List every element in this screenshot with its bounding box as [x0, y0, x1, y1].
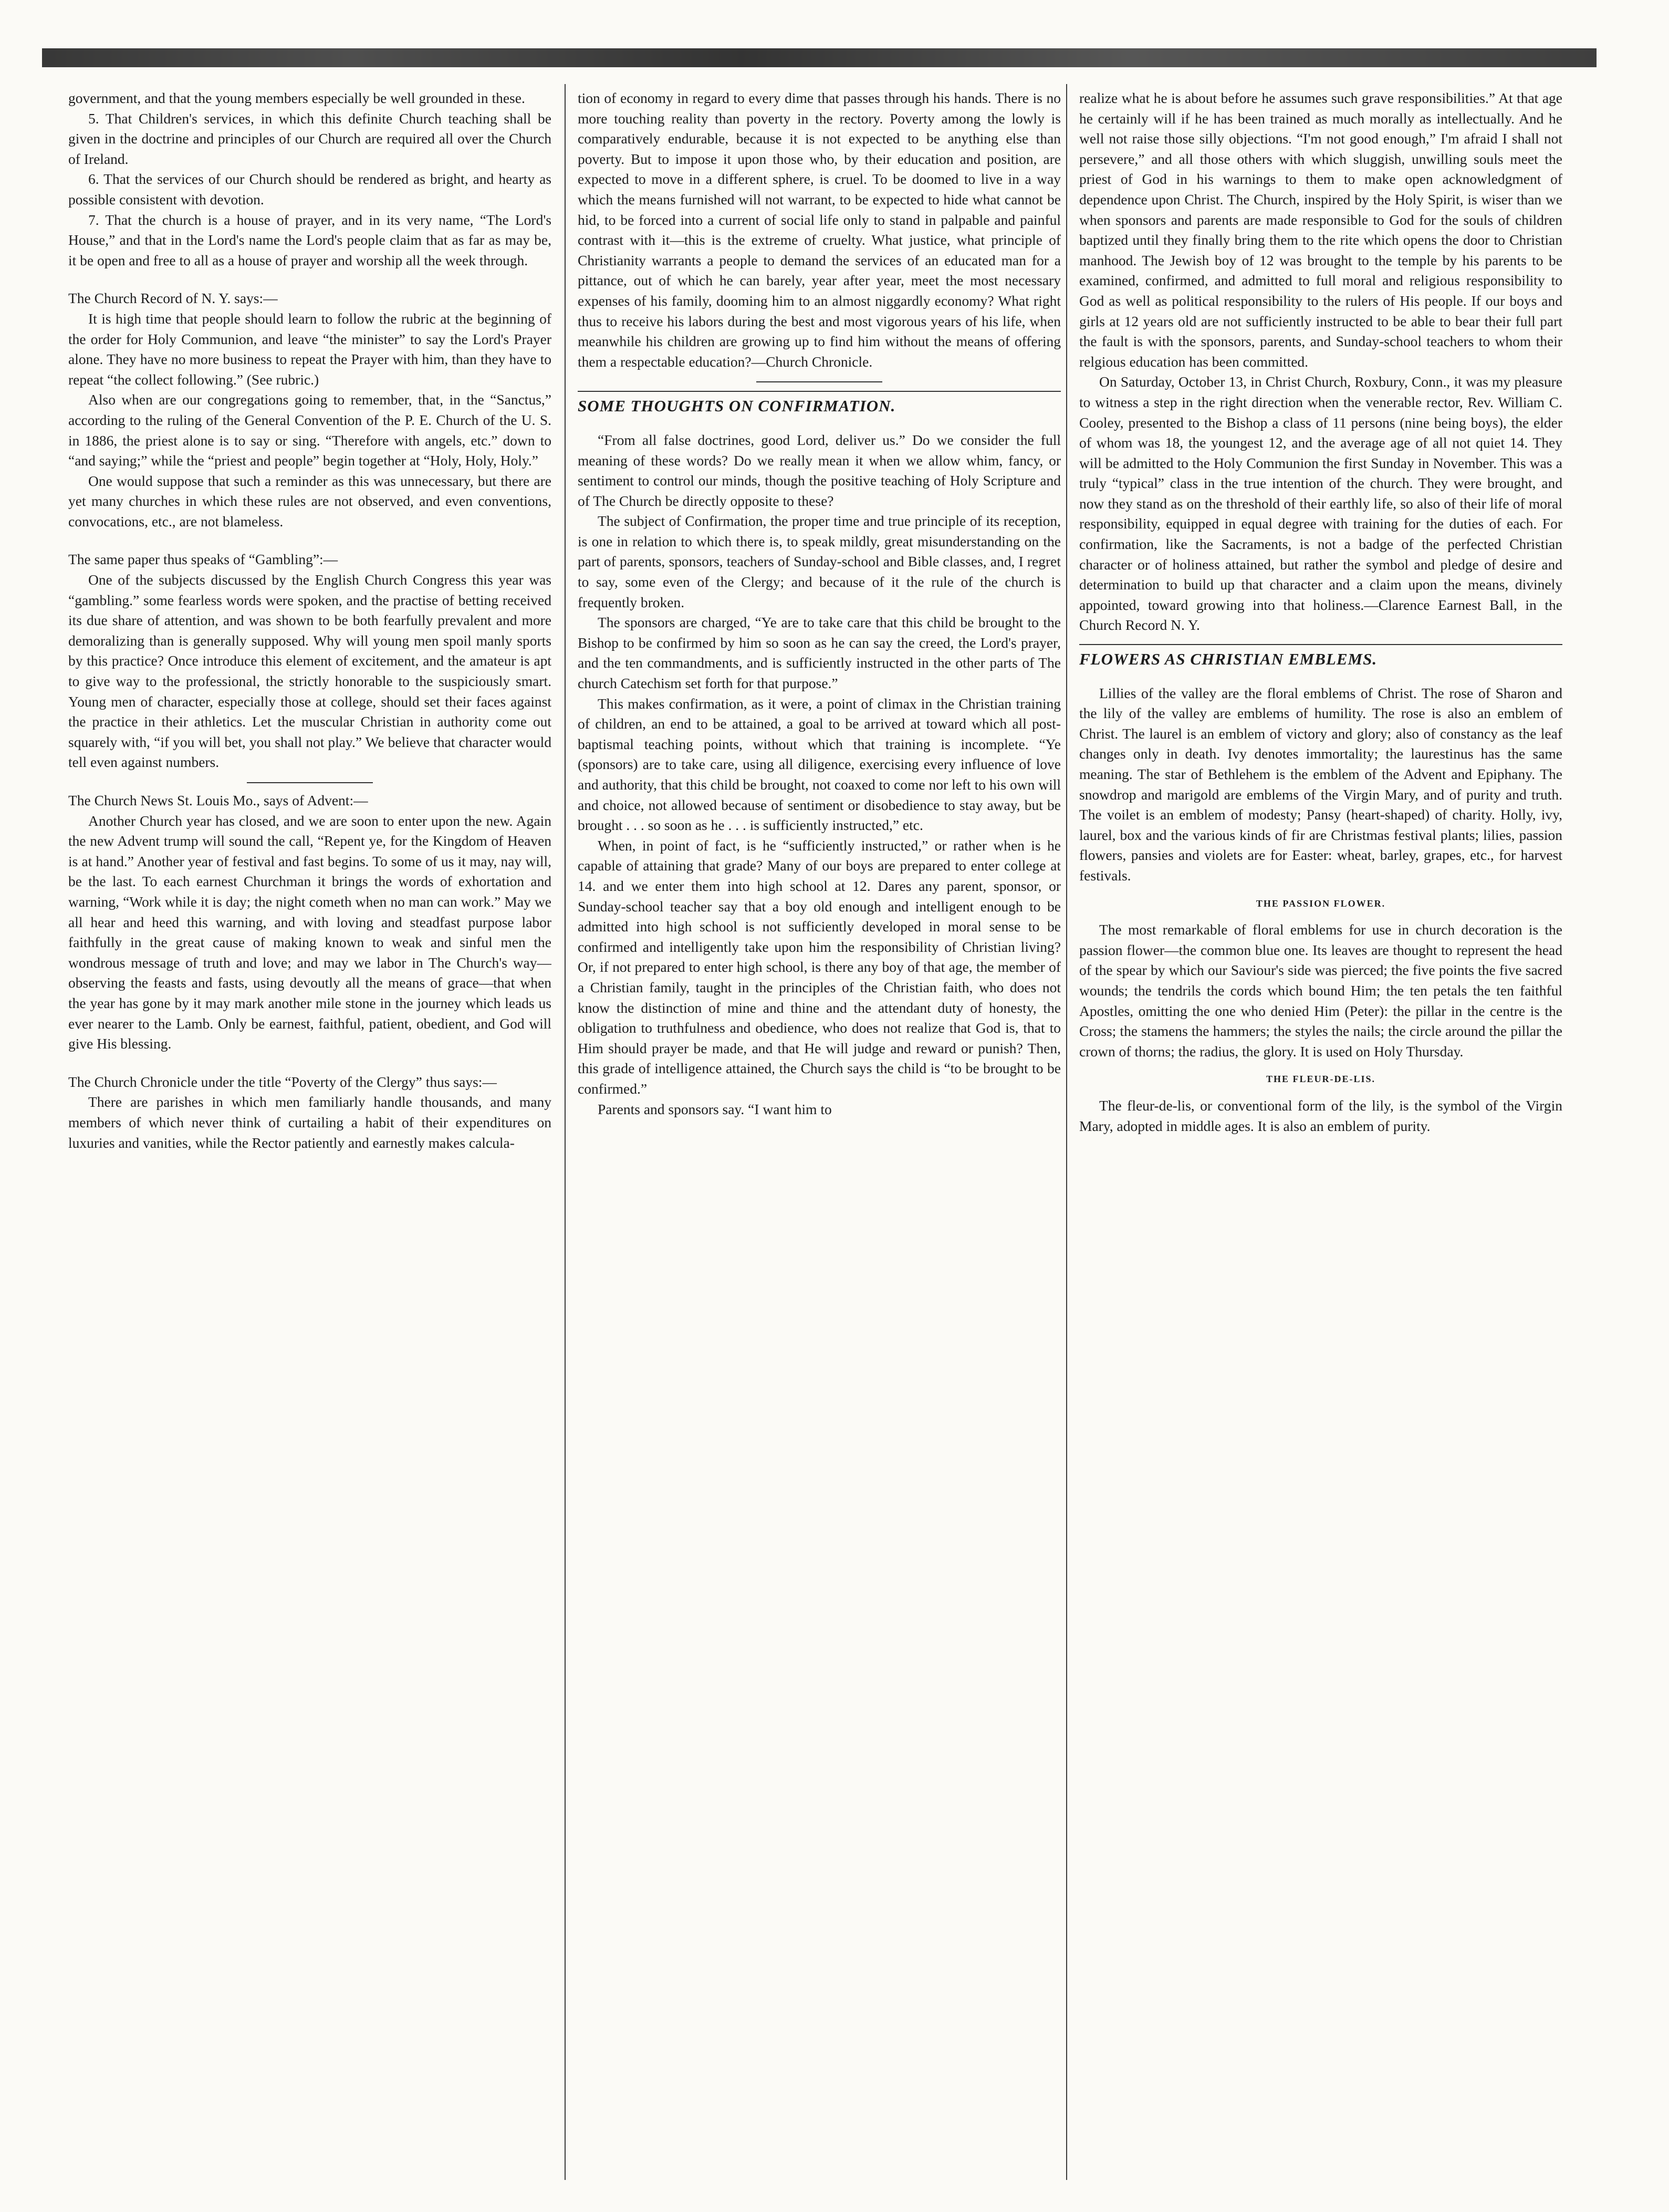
- paragraph: When, in point of fact, is he “sufficiently instructed,” or rather when is he capable of attaining that grade? Many of our boys are prepared to enter college at 14. and we enter them into high school at 12. Dares any parent, sponsor, or Sunday-school teacher say that a boy old enough and intelligent enough to be admitted into high school is not sufficiently developed in moral sense to be confirmed and intelligently take upon him the responsibility of Christian living? Or, if not prepared to enter high school, is there any boy of that age, the member of a Christian family, taught in the principles of the Christian faith, who does not know the distinction of mine and thine and the attendant duty of honesty, the obligation to truthfulness and obedience, who does not realize that God is, that to Him should prayer be made, and that He will judge and reward or punish? Then, this grade of intelligence attained, the Church says the child is “to be brought to be confirmed.”: [578, 837, 1061, 1097]
- paragraph: Lillies of the valley are the floral emblems of Christ. The rose of Sharon and the lily of the valley are emblems of humility. The rose is also an emblem of Christ. The laurel is an emblem of victory and glory; also of constancy as the leaf changes only in death. Ivy denotes immortality; the laurestinus has the same meaning. The star of Bethlehem is the emblem of the Advent and Epiphany. The snowdrop and marigold are emblems of the Virgin Mary, and of purity and truth. The voilet is an emblem of modesty; Pansy (heart-shaped) of charity. Holly, ivy, laurel, box and the various kinds of fir are Christmas festival plants; lilies, passion flowers, pansies and violets are for Easter: wheat, barley, grapes, etc., for harvest festivals.: [1079, 684, 1562, 884]
- paragraph: The sponsors are charged, “Ye are to take care that this child be brought to the Bishop to be confirmed by him so soon as he can say the creed, the Lord's prayer, and the ten commandments, and is sufficiently instructed in the other parts of The church Catechism set forth for that purpose.”: [578, 614, 1061, 692]
- column-rule-1: [565, 84, 566, 2180]
- paragraph: “From all false doctrines, good Lord, deliver us.” Do we consider the full meaning of these words? Do we really mean it when we allow whim, fancy, or sentiment to control our minds, though the positive teaching of Holy Scripture and of The Church be directly opposite to these?: [578, 431, 1061, 509]
- subheading-fleur-de-lis: THE FLEUR-DE-LIS.: [1266, 1074, 1376, 1085]
- paragraph: The fleur-de-lis, or conventional form of the lily, is the symbol of the Virgin Mary, adopted in middle ages. It is also an emblem of purity.: [1079, 1097, 1562, 1134]
- column-2: [578, 88, 1061, 2184]
- paragraph: There are parishes in which men familiarly handle thousands, and many members of which never think of curtailing a habit of their expenditures on luxuries and vanities, while the Rector patiently and earnestly makes calcula-: [68, 1094, 551, 1151]
- article-heading-confirmation: SOME THOUGHTS ON CONFIRMATION.: [578, 391, 1061, 421]
- paragraph: 7. That the church is a house of prayer, and in its very name, “The Lord's House,” and that in the Lord's name the Lord's people claim that as far as may be, it be open and free to all as a house of prayer and worship all the week through.: [68, 211, 551, 268]
- paragraph: Another Church year has closed, and we are soon to enter upon the new. Again the new Advent trump will sound the call, “Repent ye, for the Kingdom of Heaven is at hand.” Another year of festival and fast begins. To some of us it may, nay will, be the last. To each earnest Churchman it brings the words of exhortation and warning, “Work while it is day; the night cometh when no man can work.” May we all hear and heed this warning, and with loving and steadfast purpose labor faithfully in the great cause of making known to weak and sinful men the wondrous message of truth and love; and may we labor in The Church's way—observing the feasts and fasts, using devoutly all the means of grace—that when the year has gone by it may mark another mile stone in the journey which leads us ever nearer to the Lamb. Only be earnest, faithful, patient, obedient, and God will give His blessing.: [68, 812, 551, 1052]
- masthead-band: [42, 48, 1597, 67]
- column-3: [1079, 88, 1562, 2184]
- paragraph: tion of economy in regard to every dime that passes through his hands. There is no more touching reality than poverty in the rectory. Poverty among the lowly is comparatively endurable, because it is not expected to be anything else than poverty. But to impose it upon those who, by their education and position, are expected to move in a different sphere, is cruel. To be doomed to live in a way which the means furnished will not warrant, to be expected to hide what cannot be hid, to be forced into a current of social life only to stand in palpable and painful contrast with it—this is the extreme of cruelty. What justice, what principle of Christianity warrants a people to demand the services of an educated man for a pittance, out of which he can barely, year after year, meet the most necessary expenses of his family, dooming him to an almost niggardly economy? What right thus to receive his labors during the best and most vigorous years of his life, when meanwhile his children are growing up to find him without the means of offering them a respectable education?—Church Chronicle.: [578, 90, 1061, 370]
- paragraph: One would suppose that such a reminder as this was unnecessary, but there are yet many churches in which these rules are not observed, and even conventions, convocations, etc., are not blameless.: [68, 472, 551, 529]
- paragraph: Also when are our congregations going to remember, that, in the “Sanctus,” according to the ruling of the General Convention of the P. E. Church of the U. S. in 1886, the priest alone is to say or sing. “Therefore with angels, etc.” down to “and saying;” while the “priest and people” begin together at “Holy, Holy, Holy.”: [68, 391, 551, 469]
- column-1: [68, 88, 551, 2184]
- paragraph-intro: The same paper thus speaks of “Gambling”:—: [68, 551, 338, 568]
- paragraph-intro: The Church News St. Louis Mo., says of Advent:—: [68, 792, 368, 808]
- subheading-passion-flower: THE PASSION FLOWER.: [1256, 898, 1386, 909]
- paragraph-intro: The Church Chronicle under the title “Poverty of the Clergy” thus says:—: [68, 1073, 497, 1090]
- paragraph: The most remarkable of floral emblems for use in church decoration is the passion flower—the common blue one. Its leaves are thought to represent the head of the spear by which our Saviour's side was pierced; the five points the five sacred wounds; the tendrils the cords which bound Him; the ten petals the ten faithful Apostles, omitting the one who denied Him (Peter): the pillar in the centre is the Cross; the stamens the hammers; the styles the nails; the circle around the pillar the crown of thorns; the radius, the glory. It is used on Holy Thursday.: [1079, 921, 1562, 1060]
- paragraph-intro: The Church Record of N. Y. says:—: [68, 290, 278, 307]
- divider: [756, 381, 882, 382]
- paragraph: The subject of Confirmation, the proper time and true principle of its reception, is one in relation to which there is, to speak mildly, great misunderstanding on the part of parents, sponsors, teachers of Sunday-school and Bible classes, and, I regret to say, some even of the Clergy; and because of it the rule of the church is frequently broken.: [578, 513, 1061, 610]
- column-rule-2: [1066, 84, 1067, 2180]
- paragraph: This makes confirmation, as it were, a point of climax in the Christian training of children, an end to be attained, a goal to be arrived at toward which all post-baptismal teaching points, without which that training is incomplete. “Ye (sponsors) are to take care, using all diligence, exercising every influence of love and authority, that this child be brought, not coaxed to come nor left to his own will and choice, not allowed because of sentiment or disobedience to stay away, but be brought . . . so soon as he . . . is sufficiently instructed,” etc.: [578, 695, 1061, 834]
- paragraph: realize what he is about before he assumes such grave responsibilities.” At that age he certainly will if he has been trained as much morally as intellectually. And he well not raise those silly objections. “I'm not good enough,” I'm afraid I shall not persevere,” and all those others with which sluggish, unwilling souls meet the priest of God in his warnings to them to make open acknowledgment of dependence upon Christ. The Church, inspired by the Holy Spirit, is wiser than we when sponsors and parents are made responsible to God for the souls of children baptized until they finally bring them to the rite which opens the door to Christian manhood. The Jewish boy of 12 was brought to the temple by his parents to be examined, confirmed, and admitted to full moral and religious responsibility to God as well as political responsibility to the rulers of His people. If our boys and girls at 12 years old are not sufficiently instructed to be able to bear their full part the fault is with the sponsors, parents, and Sunday-school teachers to whom their relgious education has been committed.: [1079, 90, 1562, 370]
- paragraph: 5. That Children's services, in which this definite Church teaching shall be given in the doctrine and principles of our Church are required all over the Church of Ireland.: [68, 110, 551, 167]
- divider: [247, 782, 373, 783]
- paragraph: Parents and sponsors say. “I want him to: [598, 1100, 832, 1117]
- paragraph: On Saturday, October 13, in Christ Church, Roxbury, Conn., it was my pleasure to witness a step in the right direction when the venerable rector, Rev. William C. Cooley, presented to the Bishop a class of 11 persons (nine being boys), the elder of whom was 18, the youngest 12, and the average age of all not quiet 14. They will be admitted to the Holy Communion the first Sunday in November. This was a truly “typical” class in the true intention of the church. They were brought, and now they stand as on the threshold of their earthly life, so also of their life of moral responsibility, equipped in equal degree with training for the duties of each. For confirmation, like the Sacraments, is not a badge of the perfected Christian character or of holiness attained, but rather the symbol and pledge of desire and determination to build up that character and a claim upon the means, divinely appointed, toward growing into that holiness.—Clarence Earnest Ball, in the Church Record N. Y.: [1079, 373, 1562, 634]
- paragraph: government, and that the young members especially be well grounded in these.: [68, 90, 525, 106]
- paragraph: It is high time that people should learn to follow the rubric at the beginning of the order for Holy Communion, and leave “the minister” to say the Lord's Prayer alone. They have no more business to repeat the Prayer with him, than they have to repeat “the collect following.” (See rubric.): [68, 310, 551, 388]
- paragraph: One of the subjects discussed by the English Church Congress this year was “gambling.” some fearless words were spoken, and the practise of betting received its due share of attention, and was shown to be both fearfully prevalent and more demoralizing than is generally supposed. Why will young men spoil manly sports by this practice? Once introduce this element of excitement, and the amateur is apt to give way to the professional, the strictly honorable to the suspiciously smart. Young men of character, especially those at college, should set their faces against the practice in their athletics. Let the muscular Christian in authority come out squarely with, “if you will bet, you shall not play.” We believe that character would tell even against numbers.: [68, 572, 551, 771]
- paragraph: 6. That the services of our Church should be rendered as bright, and hearty as possible consistent with devotion.: [68, 171, 551, 207]
- article-heading-flowers: FLOWERS AS CHRISTIAN EMBLEMS.: [1079, 644, 1562, 674]
